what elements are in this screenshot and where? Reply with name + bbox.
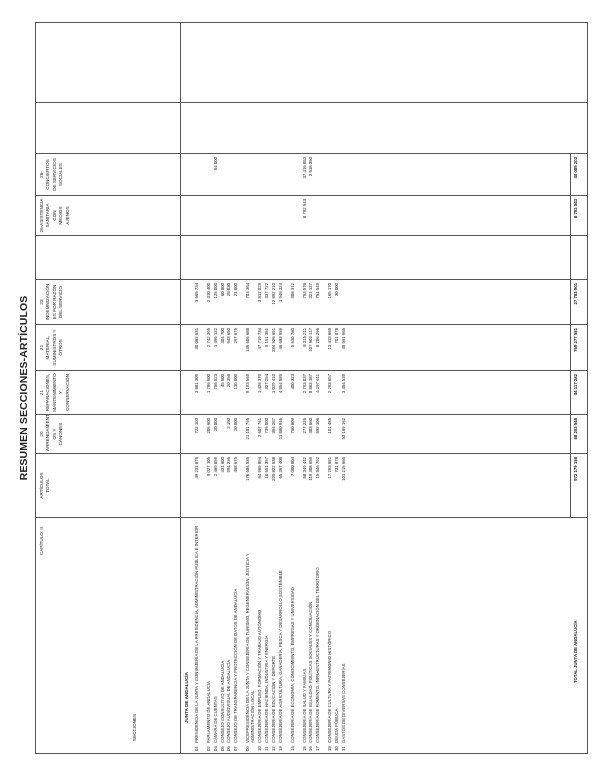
row-code: 05	[219, 746, 225, 751]
summary-table	[35, 22, 588, 754]
row-value-a22: 45 591 965	[340, 328, 346, 350]
col-20	[180, 414, 587, 453]
row-value-a23: 165 170	[327, 283, 333, 299]
row-value-total: 731 878	[334, 457, 339, 473]
row-value-a21: 400 323	[289, 374, 295, 390]
row-value-total: 39 231 876	[194, 457, 199, 479]
header-col-23: 23 INDEMNIZACIÓN ES POR RAZÓN DEL SERVICIO	[36, 279, 180, 324]
row-code: 11	[264, 746, 269, 751]
header-col-25: 25-ASISTENCIA SANITARIA CON MEDIOS AJENOS	[36, 195, 180, 235]
row-value-a20: 692 106	[315, 418, 321, 434]
grand-total-26: 40 089 203	[573, 157, 578, 179]
header-col-22: 22 MATERIAL, SUMINISTROS Y OTROS	[36, 324, 180, 370]
row-value-a21: 130 000	[233, 374, 239, 390]
row-value-a20: 735 000	[264, 418, 269, 434]
row-value-a21: 756 523	[212, 374, 218, 390]
row-value-a26: 54 000	[212, 157, 218, 171]
row-value-a21: 1 786 500	[206, 374, 211, 394]
col-total	[180, 453, 587, 517]
row-value-a25: 8 792 543	[301, 199, 307, 219]
row-value-a23: 753 576	[301, 283, 307, 299]
row-value-a21: 9 193 569	[245, 374, 251, 394]
row-description: CONSEJO CONSULTIVO DE ANDALUCÍA	[219, 660, 225, 743]
row-description: VICEPRESIDENCIA DE LA JUNTA Y CONSEJERÍA DE TURISMO, REGENERACIÓN, JUSTICIA Y ADMINISTRACIÓN LOCAL	[245, 553, 256, 743]
row-value-a21: 4 854 589	[277, 374, 283, 394]
row-value-a20: 101 485	[327, 418, 333, 434]
row-value-a21: 1 029 410	[270, 374, 276, 394]
row-value-a23: 30 000	[334, 283, 339, 297]
row-description: CONSEJO DE TRANSPARENCIA Y PROTECCIÓN DE DATOS DE ANDALUCÍA	[233, 588, 239, 743]
row-value-a23: 12 892 210	[270, 283, 276, 305]
row-value-a21: 3 454 539	[340, 374, 346, 394]
row-value-a23: 60 800	[219, 283, 225, 297]
col-23	[180, 279, 587, 324]
row-value-a26: 37 416 853	[301, 157, 307, 179]
header-secciones	[36, 517, 180, 753]
row-value-total: 468 675	[233, 457, 239, 473]
col-secciones	[180, 517, 587, 753]
row-code: 16	[308, 746, 314, 751]
row-description: CONSEJERÍA DE CULTURA Y PATRIMONIO HISTÓRICO	[327, 630, 333, 743]
row-code: 17	[315, 746, 321, 751]
row-value-a21: 20 356	[226, 374, 232, 388]
row-value-a20: 20 000	[212, 418, 218, 432]
header-col-26: 26-CONCIERTOS DE SERVICIOS SOCIALES	[36, 153, 180, 195]
row-value-total: 299 822 538	[270, 457, 276, 481]
row-description: CONSEJERÍA DE FOMENTO, INFRAESTRUCTURAS Y ORDENACIÓN DEL TERRITORIO	[315, 567, 321, 743]
row-value-a22: 46 683 559	[277, 328, 283, 350]
col-21	[180, 370, 587, 414]
row-value-a23: 308 312	[289, 283, 295, 299]
row-description: CONSEJERÍA DE HACIENDA, INDUSTRIA Y ENERGÍA	[264, 635, 269, 743]
row-value-a20: 2 150	[226, 418, 232, 429]
row-description: PARLAMENTO DE ANDALUCÍA	[206, 681, 211, 743]
row-code: 10	[257, 746, 263, 751]
col-22	[180, 324, 587, 370]
row-code: 31	[340, 746, 346, 751]
row-value-total: 178 684 536	[245, 457, 251, 481]
header-col-empty-1	[36, 235, 180, 279]
header-capitulo: CAPÍTULO: II	[39, 527, 44, 556]
row-code: 07	[233, 746, 239, 751]
row-code: 04	[212, 746, 218, 751]
row-code: 06	[226, 746, 232, 751]
row-code: 01	[194, 746, 199, 751]
row-value-a23: 3 565 734	[194, 283, 199, 303]
row-description: GASTOS DE DIVERSAS CONSEJERÍAS	[340, 663, 346, 743]
group-label: JUNTA DE ANDALUCÍA	[184, 672, 189, 723]
row-value-a22: 13 413 669	[327, 328, 333, 350]
row-value-a22: 304 700	[219, 328, 225, 344]
row-value-a20: 21 181 795	[245, 418, 251, 440]
row-value-a23: 1 948 324	[277, 283, 283, 303]
row-value-a22: 1 496 122	[212, 328, 218, 348]
row-value-a22: 8 206 296	[315, 328, 321, 348]
row-value-a23: 751 549	[315, 283, 321, 299]
grand-total-23: 27 783 901	[573, 283, 578, 305]
row-value-a20: 760 809	[289, 418, 295, 434]
row-code: 15	[301, 746, 307, 751]
row-value-a22: 284 526 651	[270, 328, 276, 352]
row-value-a21: 2 293 657	[327, 374, 333, 394]
grand-total-25: 8 792 543	[573, 199, 578, 219]
row-value-a21: 45 500	[219, 374, 225, 388]
row-value-a23: 21 000	[233, 283, 239, 297]
row-value-total: 994 236	[226, 457, 232, 473]
row-value-a23: 3 812 029	[257, 283, 263, 303]
header-col-empty-3	[36, 23, 180, 102]
row-value-a22: 297 675	[233, 328, 239, 344]
grand-total-20: 88 203 548	[573, 418, 578, 440]
row-description: CONSEJERÍA DE EDUCACIÓN Y DEPORTE	[270, 655, 276, 743]
row-value-a23: 337 722	[264, 283, 269, 299]
row-value-total: 431 600	[219, 457, 225, 473]
row-value-total: 58 349 442	[301, 457, 307, 479]
row-value-a22: 5 530 780	[289, 328, 295, 348]
row-value-a22: 47 719 734	[257, 328, 263, 350]
grand-total-total: 972 179 158	[573, 457, 578, 481]
row-description: PRESIDENCIA DE LA JUNTA Y CONSEJERÍA DE LA PRESIDENCIA, ADMINISTRACIÓN PÚBLICA E INTERIOR	[194, 525, 199, 743]
row-description: DEUDA PÚBLICA	[334, 708, 339, 743]
row-code: 14	[289, 746, 295, 751]
row-value-a23: 2 310 400	[206, 283, 211, 303]
header-col-21: 21 REPARACIONES, MANTENIMIENTO Y CONSERVACIÓN	[36, 370, 180, 414]
row-value-total: 64 965 894	[257, 457, 263, 479]
row-value-total: 9 027 105	[206, 457, 211, 477]
col-empty-2	[180, 102, 587, 153]
col-26	[180, 153, 587, 195]
row-code: 02	[206, 746, 211, 751]
row-description: CÁMARA DE CUENTAS	[212, 696, 218, 743]
row-value-a22: 943 650	[226, 328, 232, 344]
row-value-a23: 703 364	[245, 283, 251, 299]
row-value-a23: 28 030	[226, 283, 232, 297]
row-description: CONSEJERÍA DE SALUD Y FAMILIAS	[301, 668, 307, 743]
row-description: CONSEJERÍA DE IGUALDAD, POLÍTICAS SOCIALES Y CONCILIACIÓN	[308, 601, 314, 743]
grand-total-label: TOTAL JUNTA DE ANDALUCÍA	[573, 620, 578, 683]
row-value-a22: 30 062 531	[194, 328, 199, 350]
row-value-a20: 11 880 946	[277, 418, 283, 440]
row-value-a23: 321 127	[308, 283, 314, 299]
page-title: RESUMEN SECCIONES-ARTÍCULOS	[18, 295, 30, 481]
row-code: 30	[334, 746, 339, 751]
row-value-total: 119 308 659	[308, 457, 314, 481]
row-code: 12	[270, 746, 276, 751]
row-description: CONSEJO AUDIOVISUAL DE ANDALUCÍA	[226, 659, 232, 743]
row-value-total: 17 293 681	[327, 457, 333, 479]
row-value-a26: 2 618 350	[308, 157, 314, 177]
col-empty-1	[180, 235, 587, 279]
row-value-a20: 277 226	[301, 418, 307, 434]
col-empty-3	[180, 23, 587, 102]
row-value-a23: 125 000	[212, 283, 218, 299]
row-value-total: 2 469 859	[212, 457, 218, 477]
row-description: CONSEJERÍA DE ECONOMÍA, CONOCIMIENTO, EMPRESAS Y UNIVERSIDAD	[289, 587, 295, 743]
col-25	[180, 195, 587, 235]
row-value-a20: 354 267	[270, 418, 276, 434]
row-value-total: 101 215 666	[340, 457, 346, 481]
header-col-total: ARTÍCULOS TOTAL	[36, 453, 180, 517]
row-value-a21: 3 881 309	[194, 374, 199, 394]
row-value-a20: 722 103	[194, 418, 199, 434]
row-value-total: 65 367 408	[277, 457, 283, 479]
row-value-a20: 303 660	[308, 418, 314, 434]
row-value-a21: 2 793 037	[301, 374, 307, 394]
grand-total-22: 769 277 581	[573, 328, 578, 352]
header-secciones-label: SECCIONES	[132, 713, 137, 741]
grand-total-21: 44 117 282	[573, 374, 578, 396]
row-code: 09	[245, 746, 251, 751]
row-value-a20: 2 607 761	[257, 418, 263, 438]
row-value-a20: 206 600	[206, 418, 211, 434]
row-value-a22: 9 151 381	[264, 328, 269, 348]
row-description: CONSEJERÍA DE EMPLEO, FORMACIÓN Y TRABAJO AUTÓNOMO	[257, 609, 263, 743]
row-value-a20: 52 169 162	[340, 418, 346, 440]
table-header	[36, 23, 181, 753]
row-value-a20: 20 000	[233, 418, 239, 432]
row-description: CONSEJERÍA DE AGRICULTURA, GANADERÍA, PESCA Y DESARROLLO SOSTENIBLE	[277, 570, 283, 743]
header-col-empty-2	[36, 102, 180, 153]
row-value-a22: 8 315 211	[301, 328, 307, 347]
row-value-a22: 2 742 395	[206, 328, 211, 348]
row-code: 13	[277, 746, 283, 751]
row-value-a22: 701 878	[334, 328, 339, 344]
row-value-a21: 4 197 611	[315, 374, 321, 393]
row-value-total: 10 551 357	[264, 457, 269, 479]
row-value-a22: 139 606 688	[245, 328, 251, 352]
row-value-a22: 107 502 117	[308, 328, 314, 352]
row-value-a21: 8 863 187	[308, 374, 314, 394]
row-value-total: 7 000 804	[289, 457, 295, 477]
row-value-a21: 327 254	[264, 374, 269, 390]
total-rule	[570, 153, 571, 517]
table-body	[180, 23, 587, 753]
row-value-a21: 1 426 370	[257, 374, 263, 394]
row-code: 18	[327, 746, 333, 751]
header-col-20: 20 ARRENDAMIENT OS Y CÁNONES	[36, 414, 180, 453]
row-value-total: 15 846 762	[315, 457, 321, 479]
